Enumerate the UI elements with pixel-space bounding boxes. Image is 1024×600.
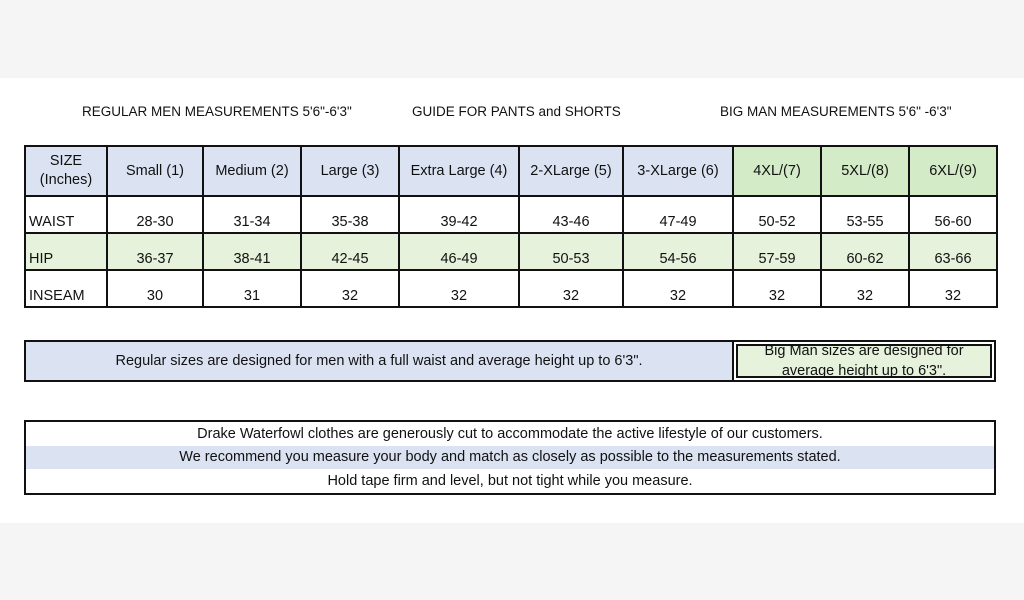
size-header-row [25, 146, 997, 196]
table-cell: 50-52 [733, 196, 821, 233]
table-cell: 30 [107, 270, 203, 307]
size-corner-line2: (Inches) [39, 172, 93, 188]
table-cell: 60-62 [821, 233, 909, 270]
table-cell: 32 [519, 270, 623, 307]
row-label: INSEAM [25, 270, 107, 307]
big-man-heading: BIG MAN MEASUREMENTS 5'6" -6'3" [720, 104, 952, 119]
table-cell: 32 [399, 270, 519, 307]
size-header-2xlarge: 2-XLarge (5) [519, 146, 623, 196]
row-label: HIP [25, 233, 107, 270]
table-cell: 36-37 [107, 233, 203, 270]
table-row-hip [25, 233, 997, 270]
size-header-small: Small (1) [107, 146, 203, 196]
table-cell: 54-56 [623, 233, 733, 270]
info-line-recommend: We recommend you measure your body and match as closely as possible to the measurements stated. [26, 446, 994, 470]
table-cell: 43-46 [519, 196, 623, 233]
table-cell: 57-59 [733, 233, 821, 270]
regular-heading: REGULAR MEN MEASUREMENTS 5'6"-6'3" [82, 104, 352, 119]
row-label: WAIST [25, 196, 107, 233]
measuring-info-box [24, 420, 996, 495]
table-cell: 56-60 [909, 196, 997, 233]
size-corner-line1: SIZE [49, 153, 83, 169]
size-header-medium: Medium (2) [203, 146, 301, 196]
table-cell: 31-34 [203, 196, 301, 233]
guide-heading: GUIDE FOR PANTS and SHORTS [412, 104, 621, 119]
size-notes-box [24, 340, 996, 382]
size-header-6xl: 6XL/(9) [909, 146, 997, 196]
table-cell: 42-45 [301, 233, 399, 270]
table-cell: 46-49 [399, 233, 519, 270]
size-header-4xl: 4XL/(7) [733, 146, 821, 196]
table-cell: 63-66 [909, 233, 997, 270]
table-cell: 32 [623, 270, 733, 307]
size-corner-cell [25, 146, 107, 196]
table-cell: 38-41 [203, 233, 301, 270]
big-man-note-line1: Big Man sizes are designed for [764, 343, 964, 359]
table-cell: 47-49 [623, 196, 733, 233]
table-cell: 32 [733, 270, 821, 307]
size-header-3xlarge: 3-XLarge (6) [623, 146, 733, 196]
size-header-large: Large (3) [301, 146, 399, 196]
table-cell: 32 [909, 270, 997, 307]
section-headings [0, 104, 1024, 126]
table-cell: 53-55 [821, 196, 909, 233]
info-line-tape: Hold tape firm and level, but not tight while you measure. [327, 472, 693, 489]
table-row-inseam [25, 270, 997, 307]
table-cell: 28-30 [107, 196, 203, 233]
size-header-5xl: 5XL/(8) [821, 146, 909, 196]
table-cell: 50-53 [519, 233, 623, 270]
table-cell: 35-38 [301, 196, 399, 233]
regular-sizes-note: Regular sizes are designed for men with a full waist and average height up to 6'3". [26, 342, 734, 380]
table-cell: 31 [203, 270, 301, 307]
size-header-xlarge: Extra Large (4) [399, 146, 519, 196]
table-cell: 32 [301, 270, 399, 307]
info-line-fit: Drake Waterfowl clothes are generously cut to accommodate the active lifestyle of our customers. [197, 425, 823, 442]
big-man-sizes-note [736, 344, 992, 378]
big-man-note-line2: average height up to 6'3". [781, 363, 947, 379]
table-cell: 39-42 [399, 196, 519, 233]
table-row-waist [25, 196, 997, 233]
size-chart-table [24, 145, 998, 308]
table-cell: 32 [821, 270, 909, 307]
